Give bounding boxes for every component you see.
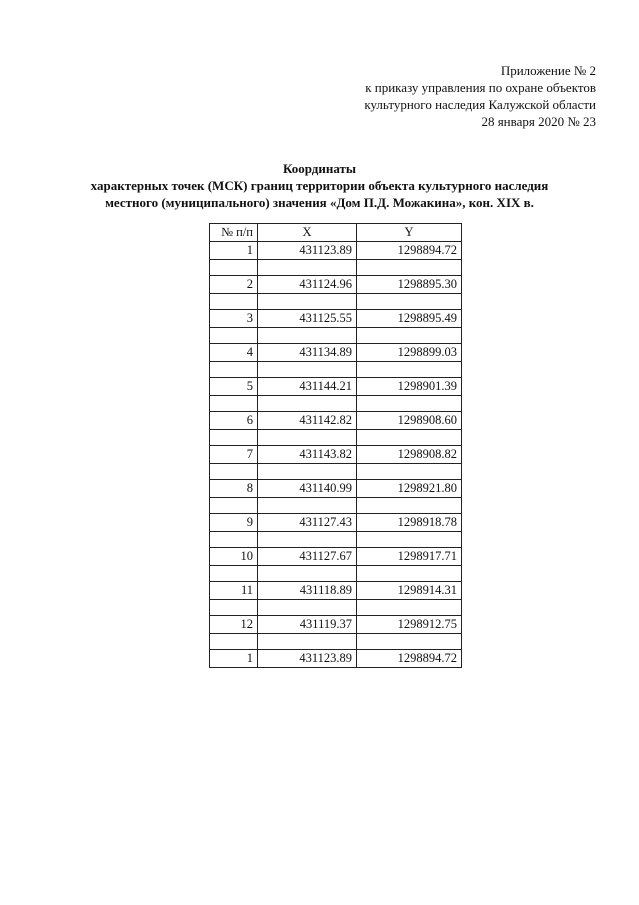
empty-cell — [210, 328, 258, 344]
table-body — [210, 242, 462, 668]
title-heading: Координаты — [282, 161, 357, 176]
cell-x: 431142.82 — [258, 412, 357, 430]
table-row — [210, 616, 462, 634]
table-row — [210, 480, 462, 498]
cell-number: 1 — [210, 242, 258, 260]
empty-cell — [258, 498, 357, 514]
cell-y: 1298895.49 — [357, 310, 462, 328]
cell-number: 2 — [210, 276, 258, 294]
cell-y: 1298918.78 — [357, 514, 462, 532]
table-row — [210, 242, 462, 260]
empty-cell — [210, 464, 258, 480]
table-row — [210, 412, 462, 430]
table-row — [210, 446, 462, 464]
table-spacer-row — [210, 634, 462, 650]
empty-cell — [258, 396, 357, 412]
table-header-row — [210, 224, 462, 242]
cell-number: 4 — [210, 344, 258, 362]
table-row — [210, 582, 462, 600]
empty-cell — [357, 260, 462, 276]
cell-x: 431143.82 — [258, 446, 357, 464]
cell-y: 1298908.60 — [357, 412, 462, 430]
empty-cell — [357, 294, 462, 310]
table-spacer-row — [210, 532, 462, 548]
table-row — [210, 548, 462, 566]
cell-x: 431124.96 — [258, 276, 357, 294]
empty-cell — [357, 430, 462, 446]
table-row — [210, 650, 462, 668]
empty-cell — [357, 532, 462, 548]
cell-y: 1298899.03 — [357, 344, 462, 362]
appendix-authority: культурного наследия Калужской области — [364, 97, 596, 112]
empty-cell — [210, 532, 258, 548]
cell-number: 8 — [210, 480, 258, 498]
cell-y: 1298914.31 — [357, 582, 462, 600]
table-spacer-row — [210, 566, 462, 582]
appendix-header — [364, 62, 596, 130]
empty-cell — [357, 600, 462, 616]
table-spacer-row — [210, 260, 462, 276]
empty-cell — [210, 396, 258, 412]
table-row — [210, 514, 462, 532]
empty-cell — [210, 294, 258, 310]
cell-y: 1298894.72 — [357, 650, 462, 668]
empty-cell — [258, 430, 357, 446]
cell-x: 431123.89 — [258, 242, 357, 260]
table-spacer-row — [210, 328, 462, 344]
cell-y: 1298921.80 — [357, 480, 462, 498]
cell-y: 1298917.71 — [357, 548, 462, 566]
table-spacer-row — [210, 600, 462, 616]
empty-cell — [258, 294, 357, 310]
table-row — [210, 378, 462, 396]
cell-x: 431119.37 — [258, 616, 357, 634]
cell-x: 431140.99 — [258, 480, 357, 498]
cell-number: 12 — [210, 616, 258, 634]
cell-x: 431144.21 — [258, 378, 357, 396]
cell-y: 1298901.39 — [357, 378, 462, 396]
table-row — [210, 310, 462, 328]
cell-y: 1298908.82 — [357, 446, 462, 464]
cell-y: 1298912.75 — [357, 616, 462, 634]
empty-cell — [258, 532, 357, 548]
header-y: Y — [357, 224, 462, 242]
empty-cell — [258, 328, 357, 344]
cell-x: 431125.55 — [258, 310, 357, 328]
empty-cell — [357, 396, 462, 412]
cell-x: 431127.43 — [258, 514, 357, 532]
empty-cell — [210, 498, 258, 514]
cell-number: 9 — [210, 514, 258, 532]
empty-cell — [357, 498, 462, 514]
cell-y: 1298894.72 — [357, 242, 462, 260]
title-subtitle-line1: характерных точек (МСК) границ территории объекта культурного наследия — [90, 178, 549, 193]
empty-cell — [258, 600, 357, 616]
table-row — [210, 344, 462, 362]
cell-number: 7 — [210, 446, 258, 464]
cell-number: 10 — [210, 548, 258, 566]
empty-cell — [210, 600, 258, 616]
header-number: № п/п — [210, 224, 258, 242]
empty-cell — [210, 362, 258, 378]
cell-x: 431118.89 — [258, 582, 357, 600]
cell-number: 5 — [210, 378, 258, 396]
cell-y: 1298895.30 — [357, 276, 462, 294]
empty-cell — [357, 362, 462, 378]
empty-cell — [210, 634, 258, 650]
document-title — [0, 160, 639, 211]
table-spacer-row — [210, 294, 462, 310]
empty-cell — [210, 566, 258, 582]
empty-cell — [258, 362, 357, 378]
coordinates-table — [209, 223, 462, 668]
cell-number: 1 — [210, 650, 258, 668]
empty-cell — [258, 260, 357, 276]
cell-number: 11 — [210, 582, 258, 600]
appendix-order-ref: к приказу управления по охране объектов — [365, 80, 596, 95]
cell-number: 3 — [210, 310, 258, 328]
cell-x: 431134.89 — [258, 344, 357, 362]
cell-number: 6 — [210, 412, 258, 430]
empty-cell — [357, 566, 462, 582]
empty-cell — [258, 464, 357, 480]
empty-cell — [258, 566, 357, 582]
header-x: X — [258, 224, 357, 242]
appendix-date-number: 28 января 2020 № 23 — [481, 114, 596, 129]
coordinates-table-container — [209, 223, 462, 668]
table-spacer-row — [210, 430, 462, 446]
table-row — [210, 276, 462, 294]
cell-x: 431127.67 — [258, 548, 357, 566]
table-spacer-row — [210, 464, 462, 480]
empty-cell — [210, 260, 258, 276]
empty-cell — [258, 634, 357, 650]
table-spacer-row — [210, 498, 462, 514]
empty-cell — [210, 430, 258, 446]
appendix-number: Приложение № 2 — [500, 63, 596, 78]
empty-cell — [357, 634, 462, 650]
table-spacer-row — [210, 362, 462, 378]
empty-cell — [357, 464, 462, 480]
title-subtitle-line2: местного (муниципального) значения «Дом П.Д. Можакина», кон. XIX в. — [105, 195, 534, 210]
table-spacer-row — [210, 396, 462, 412]
empty-cell — [357, 328, 462, 344]
cell-x: 431123.89 — [258, 650, 357, 668]
